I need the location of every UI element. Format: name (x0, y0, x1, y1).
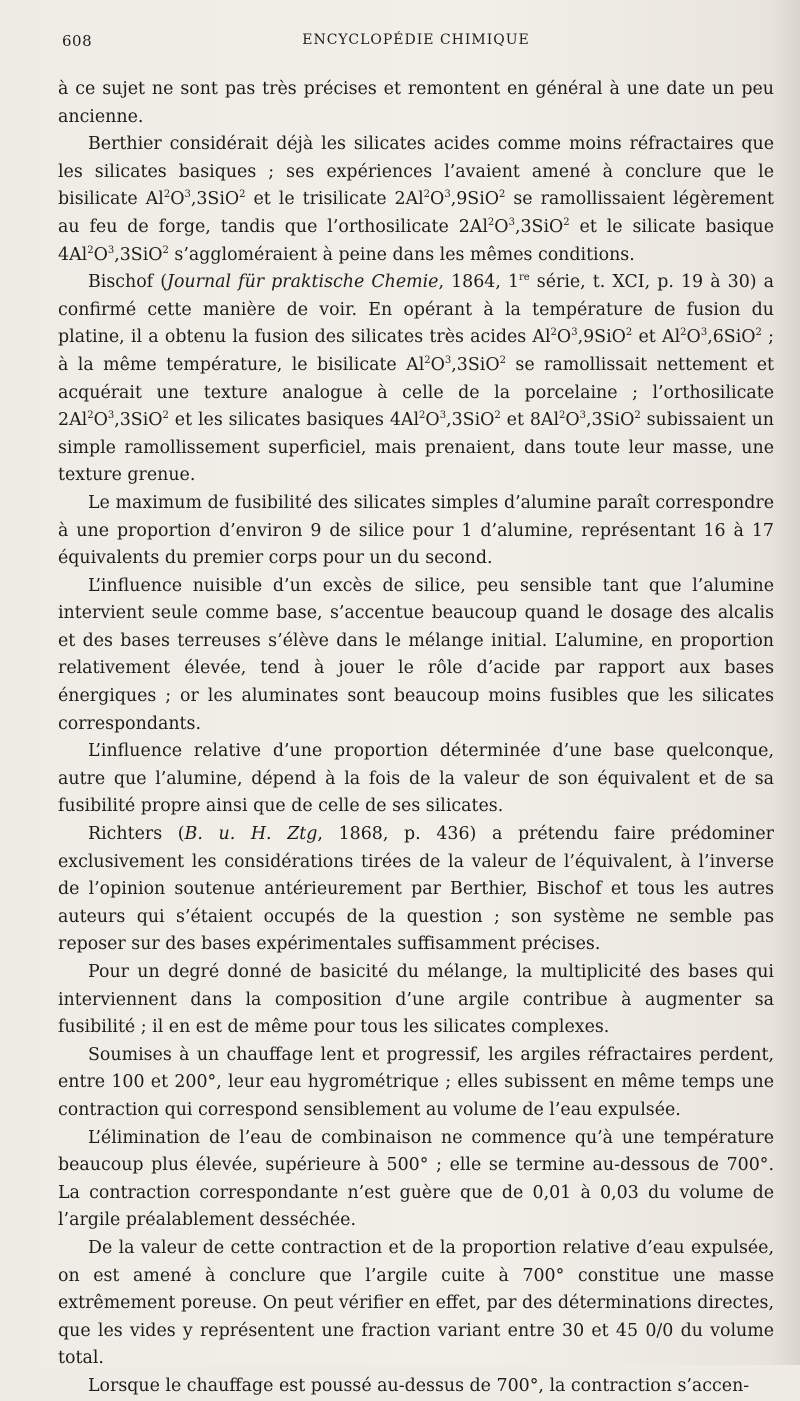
paragraph: De la valeur de cette contraction et de la proportion relative d’eau expulsée, on est amené à conclure que l’argile cuite à 700° constitue une masse extrêmement poreuse. On peut vérifier en effet, par des déterminations directes, que les vides y représentent une fraction variant entre 30 et 45 0/0 du volume total. (58, 1237, 774, 1369)
page-number: 608 (62, 32, 93, 50)
paragraph: Le maximum de fusibilité des silicates simples d’alumine paraît correspondre à une proportion d’environ 9 de silice pour 1 d’alumine, représentant 16 à 17 équivalents du premier corps pour un du second. (58, 492, 774, 569)
running-title: ENCYCLOPÉDIE CHIMIQUE (302, 32, 530, 48)
paragraph: Richters (B. u. H. Ztg, 1868, p. 436) a prétendu faire prédominer exclusivement les considérations tirées de la valeur de l’équivalent, à l’inverse de l’opinion soutenue antérieurement par Berthier, Bischof et tous les autres auteurs qui s’étaient occupés de la question ; son système ne semble pas reposer sur des bases expérimentales suffisamment précises. (58, 824, 774, 955)
body-text (58, 76, 774, 1401)
paragraph: à ce sujet ne sont pas très précises et remontent en général à une date un peu ancienne. (58, 79, 774, 127)
paragraph: Bischof (Journal für praktische Chemie, 1864, 1re série, t. XCI, p. 19 à 30) a confirmé cette manière de voir. En opérant à la température de fusion du platine, il a obtenu la fusion des silicates très acides $Al^2O^3,9SiO^2$ et $Al^2O^3,6SiO^2$ ; à la même température, le bisilicate $Al^2O^3,3SiO^2$ se ramollissait nettement et acquérait une texture analogue à celle de la porcelaine ; l’orthosilicate $2Al^2O^3,3SiO^2$ et les silicates basiques $4Al^2O^3,3SiO^2$ et $8Al^2O^3,3SiO^2$ subissaient un simple ramollissement superficiel, mais prenaient, dans toute leur masse, une texture grenue. (58, 272, 774, 486)
paragraph: L’influence nuisible d’un excès de silice, peu sensible tant que l’alumine intervient seule comme base, s’accentue beaucoup quand le dosage des alcalis et des bases terreuses s’élève dans le mélange initial. L’alumine, en proportion relativement élevée, tend à jouer le rôle d’acide par rapport aux bases énergiques ; or les aluminates sont beaucoup moins fusibles que les silicates correspondants. (58, 575, 774, 734)
paragraph: Pour un degré donné de basicité du mélange, la multiplicité des bases qui interviennent dans la composition d’une argile contribue à augmenter sa fusibilité ; il en est de même pour tous les silicates complexes. (58, 962, 774, 1038)
paragraph: Berthier considérait déjà les silicates acides comme moins réfractaires que les silicates basiques ; ses expériences l’avaient amené à conclure que le bisilicate $Al^2O^3,3SiO^2$ et le trisilicate $2Al^2O^3,9SiO^2$ se ramollissaient légèrement au feu de forge, tandis que l’orthosilicate $2Al^2O^3,3SiO^2$ et le silicate basique $4Al^2O^3,3SiO^2$ s’aggloméraient à peine dans les mêmes conditions. (58, 134, 775, 265)
paragraph: L’influence relative d’une proportion déterminée d’une base quelconque, autre que l’alumine, dépend à la fois de la valeur de son équivalent et de sa fusibilité propre ainsi que de celle de ses silicates. (58, 741, 774, 817)
paragraph: Soumises à un chauffage lent et progressif, les argiles réfractaires perdent, entre 100 et 200°, leur eau hygrométrique ; elles subissent en même temps une contraction qui correspond sensiblement au volume de l’eau expulsée. (58, 1044, 774, 1120)
paragraph: L’élimination de l’eau de combinaison ne commence qu’à une température beaucoup plus élevée, supérieure à 500° ; elle se termine au-dessous de 700°. La contraction correspondante n’est guère que de 0,01 à 0,03 du volume de l’argile préalablement desséchée. (58, 1127, 774, 1231)
paragraph: Lorsque le chauffage est poussé au-dessus de 700°, la contraction s’accen- (88, 1375, 750, 1396)
running-head (58, 30, 774, 60)
